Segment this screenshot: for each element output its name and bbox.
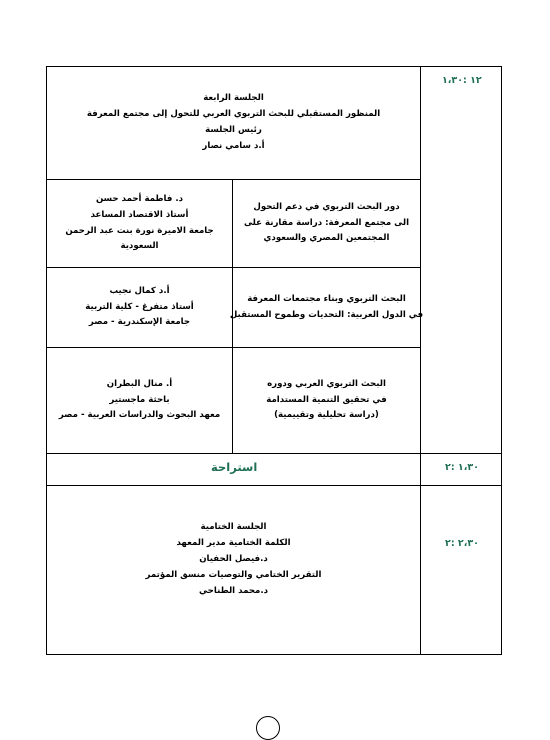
time-session4: ١٢ :١،٣٠: [442, 75, 482, 86]
time-break: ١،٣٠ :٢: [445, 462, 479, 473]
session-theme: المنظور المستقبلي للبحث التربوي العربي للتحول إلى مجتمع المعرفة: [86, 109, 381, 120]
paper-title-1: دور البحث التربوي في دعم التحول الى مجتمع المعرفة: دراسة مقارنة على المجتمعين المصري والسعودي: [243, 201, 410, 244]
break-label: استراحة: [211, 460, 258, 474]
paper-title-3: البحث التربوي العربي ودوره في تحقيق التنمية المستدامة (دراسة تحليلية وتقييمية): [266, 378, 387, 421]
paper-title-2: البحث التربوي وبناء مجتمعات المعرفة في الدول العربية: التحديات وطموح المستقبل: [229, 293, 424, 320]
time-column-divider: [420, 67, 421, 654]
session-title: الجلسة الرابعة: [203, 93, 264, 104]
paper-author-3: أ. منال البطران باحثة ماجستير معهد البحوث والدراسات العربية - مصر: [58, 378, 221, 421]
row-divider: [47, 485, 501, 486]
session4-header: [47, 67, 420, 179]
schedule-table: [46, 66, 502, 655]
paper-author-2: أ.د كمال نجيب أستاذ متفرغ - كلية التربية جامعة الإسكندرية - مصر: [85, 285, 194, 328]
page-number-circle: [256, 716, 280, 740]
closing-session: الجلسة الختامية الكلمة الختامية مدير المعهد د.فيصل الحفيان التقرير الختامي والتوصيات منسق المؤتمر د.محمد الطناحي: [145, 522, 322, 596]
time-closing: ٢،٣٠ :٢: [445, 538, 479, 549]
chair-label: رئيس الجلسة: [205, 125, 262, 135]
chair-name: أ.د سامي نصار: [202, 140, 265, 151]
paper-author-1: د. فاطمة أحمد حسن أستاذ الاقتصاد المساعد جامعة الاميرة نورة بنت عبد الرحمن السعودية: [65, 193, 214, 252]
row-divider: [47, 453, 501, 454]
